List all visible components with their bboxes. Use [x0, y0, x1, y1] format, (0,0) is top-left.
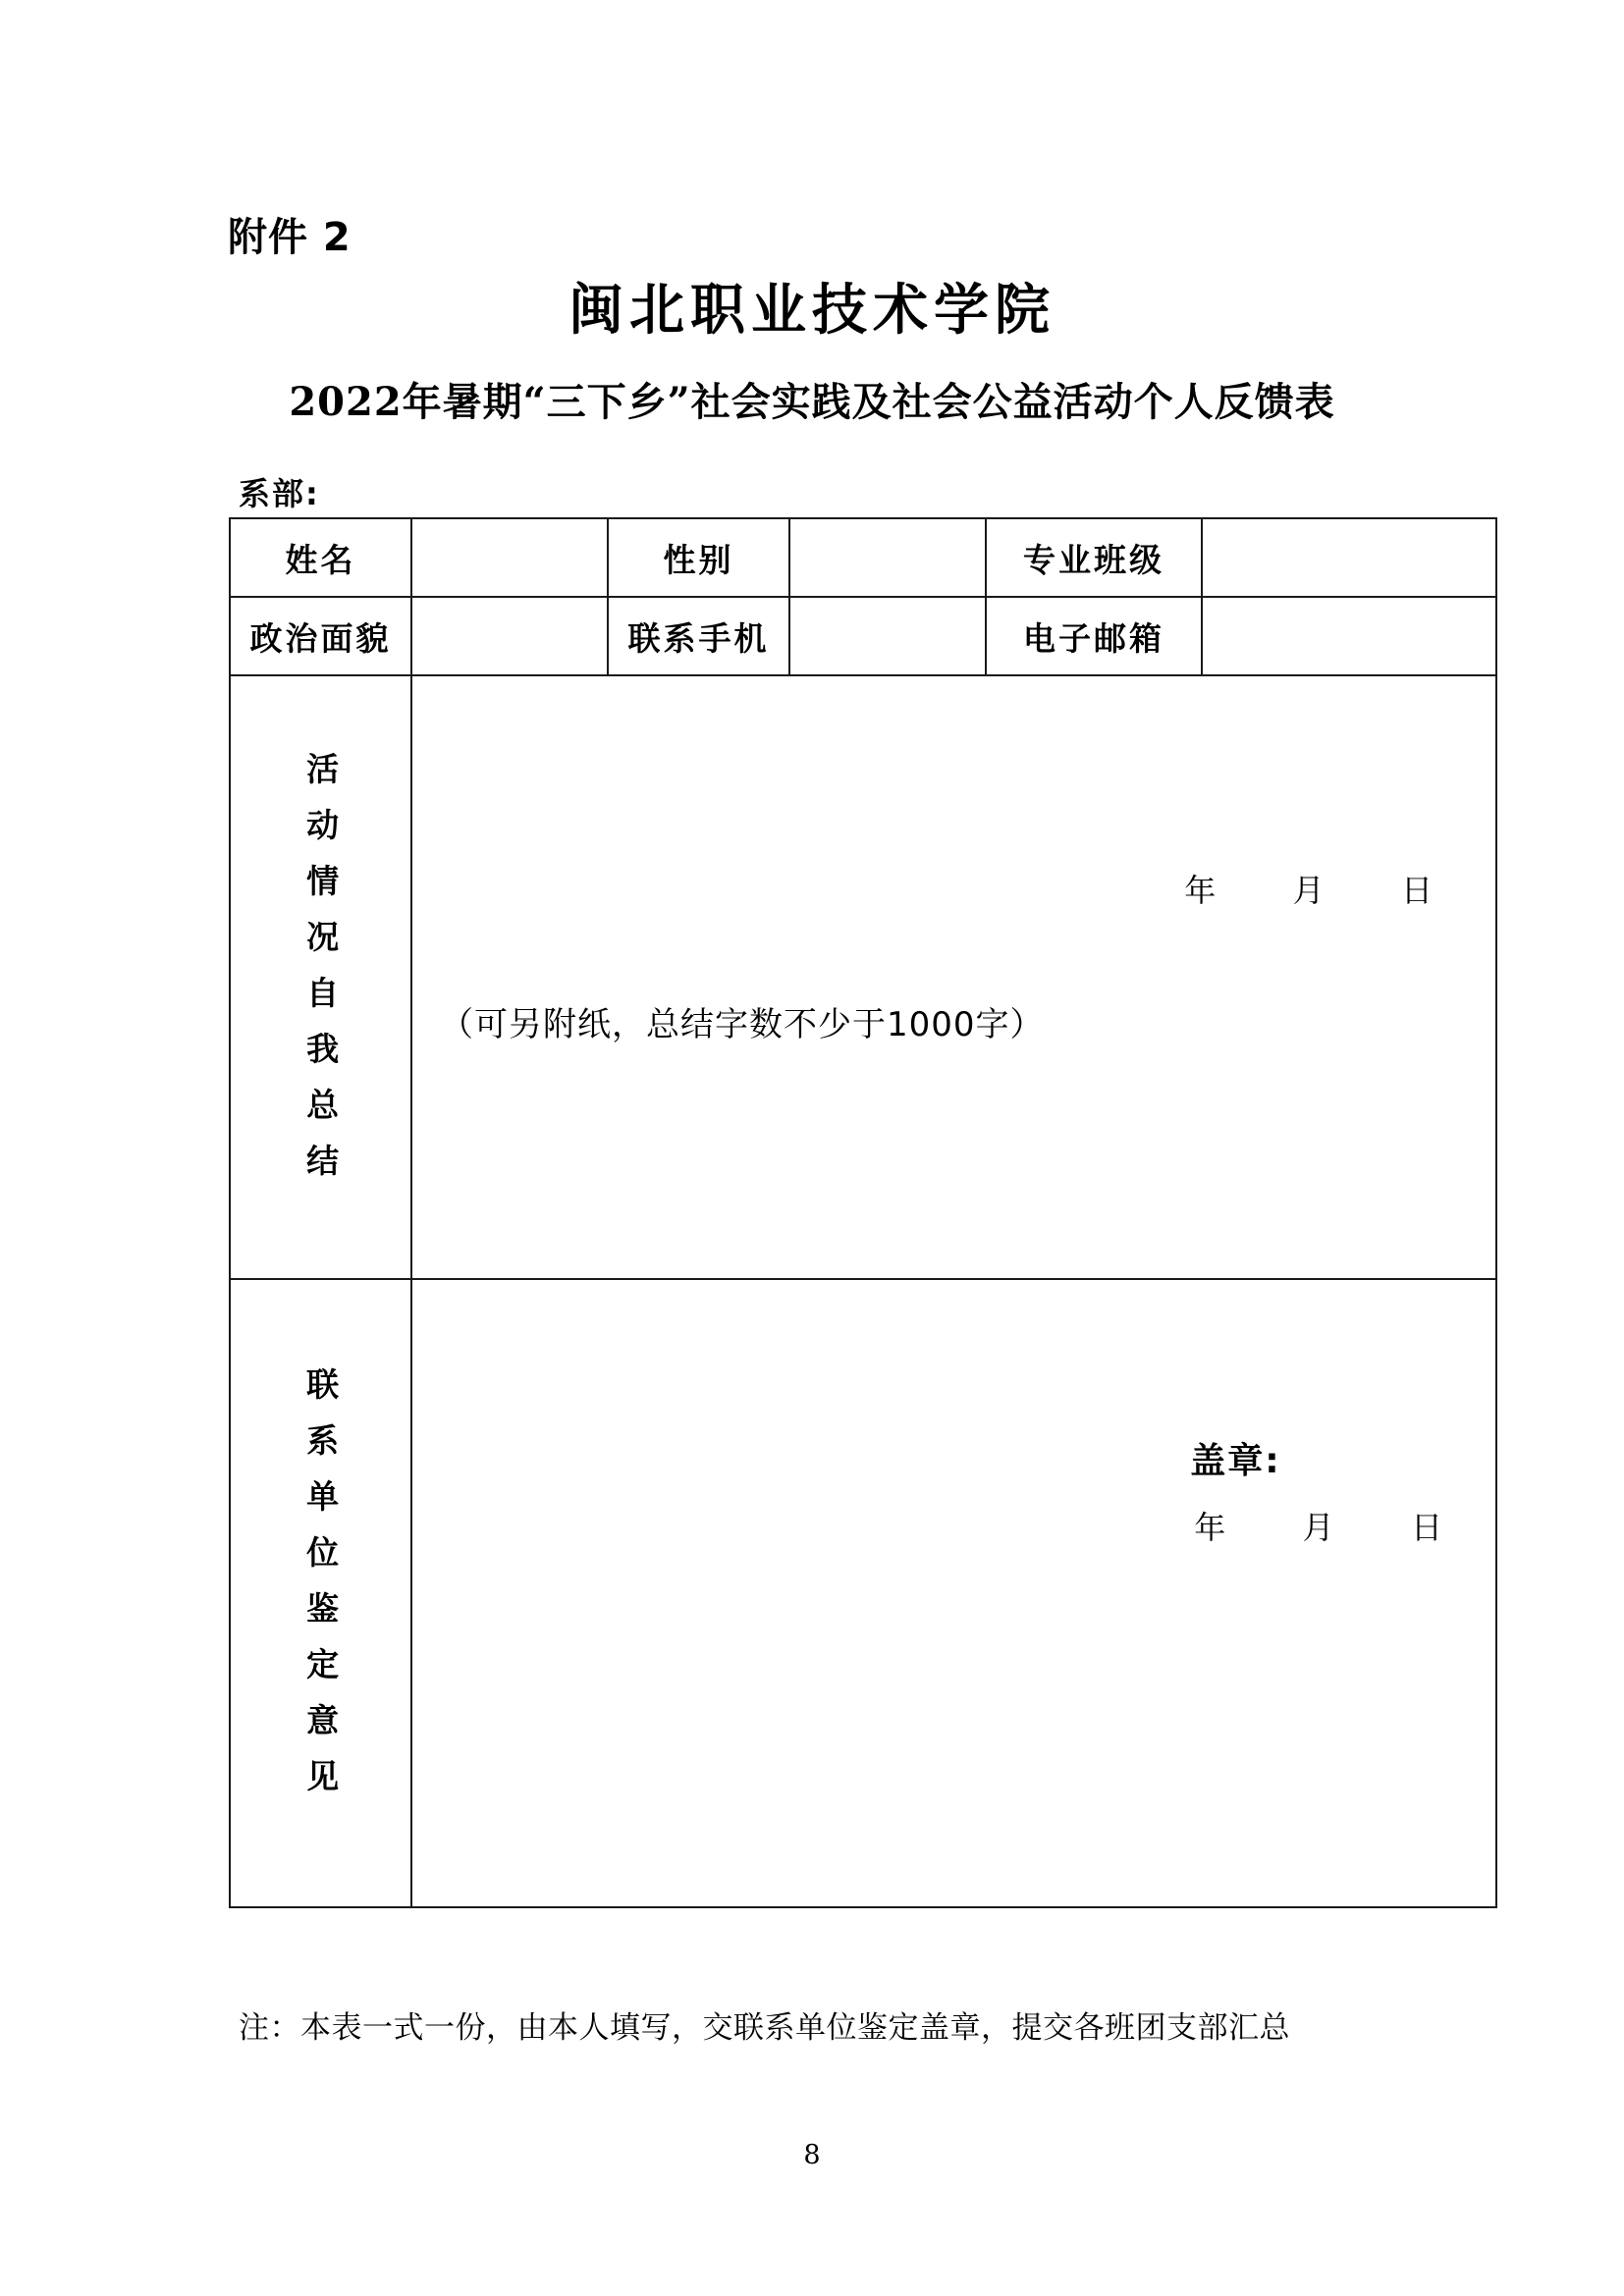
page-number: 8 [803, 2140, 821, 2170]
table-row [230, 597, 1496, 675]
review-row [230, 1279, 1496, 1907]
review-date-day: 日 [1410, 1509, 1444, 1546]
department-label: 系部: [239, 475, 320, 512]
summary-date-month: 月 [1292, 871, 1326, 909]
summary-date-year: 年 [1184, 871, 1218, 909]
stamp-block [1190, 1433, 1444, 1548]
field-unit-review[interactable] [411, 1279, 1496, 1907]
review-date-month: 月 [1302, 1509, 1336, 1546]
summary-row [230, 675, 1496, 1279]
field-gender[interactable] [789, 518, 986, 597]
label-political-status: 政治面貌 [230, 597, 411, 675]
attachment-label: 附件 2 [228, 215, 352, 260]
field-phone[interactable] [789, 597, 986, 675]
label-name: 姓名 [230, 518, 411, 597]
field-class[interactable] [1202, 518, 1496, 597]
summary-date-line [1184, 866, 1435, 911]
review-date-year: 年 [1194, 1509, 1228, 1546]
label-class: 专业班级 [986, 518, 1202, 597]
page-subtitle: 2022年暑期“三下乡”社会实践及社会公益活动个人反馈表 [289, 379, 1335, 425]
activity-summary-hint: （可另附纸，总结字数不少于1000字） [440, 1004, 1045, 1044]
label-unit-review [230, 1279, 411, 1907]
table-row [230, 518, 1496, 597]
summary-date-day: 日 [1400, 871, 1435, 909]
page-title: 闽北职业技术学院 [568, 278, 1056, 343]
label-activity-summary [230, 675, 411, 1279]
field-political-status[interactable] [411, 597, 608, 675]
review-date-line [1190, 1503, 1444, 1548]
stamp-label: 盖章: [1190, 1441, 1281, 1481]
feedback-form-table [229, 517, 1497, 1908]
field-name[interactable] [411, 518, 608, 597]
label-unit-review-text: 联系单位鉴定意见 [301, 1367, 341, 1815]
label-activity-summary-text: 活动情况自我总结 [301, 751, 341, 1200]
field-activity-summary[interactable] [411, 675, 1496, 1279]
label-gender: 性别 [608, 518, 789, 597]
label-phone: 联系手机 [608, 597, 789, 675]
field-email[interactable] [1202, 597, 1496, 675]
footer-note: 注：本表一式一份，由本人填写，交联系单位鉴定盖章，提交各班团支部汇总 [239, 2010, 1290, 2046]
label-email: 电子邮箱 [986, 597, 1202, 675]
